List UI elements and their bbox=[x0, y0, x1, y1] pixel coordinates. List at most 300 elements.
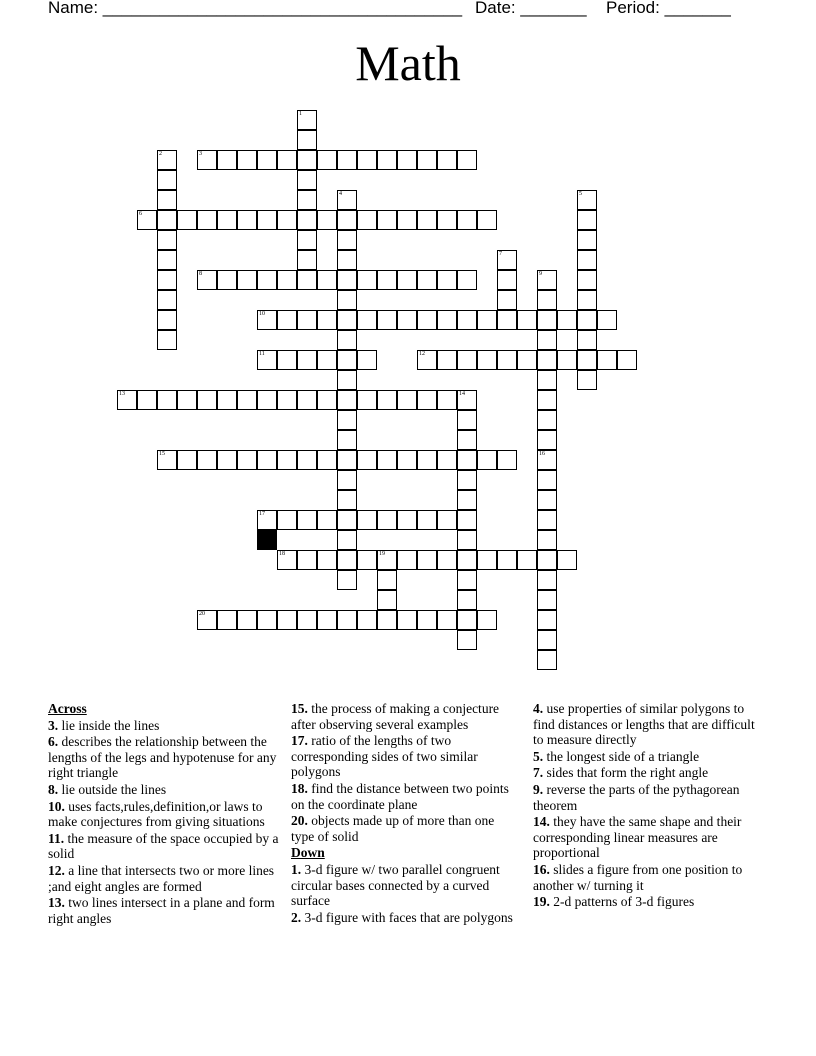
grid-cell[interactable] bbox=[237, 610, 257, 630]
grid-cell[interactable] bbox=[297, 310, 317, 330]
grid-cell[interactable] bbox=[237, 450, 257, 470]
clue-number: 16 bbox=[539, 451, 545, 457]
grid-cell[interactable] bbox=[257, 270, 277, 290]
grid-cell[interactable] bbox=[357, 510, 377, 530]
grid-cell[interactable] bbox=[617, 350, 637, 370]
clue-text: reverse the parts of the pythagorean theorem bbox=[533, 781, 740, 813]
grid-cell[interactable] bbox=[537, 270, 557, 290]
grid-cell[interactable] bbox=[277, 610, 297, 630]
clue-text: two lines intersect in a plane and form right angles bbox=[48, 895, 275, 926]
grid-cell[interactable] bbox=[377, 310, 397, 330]
grid-cell[interactable] bbox=[297, 190, 317, 210]
clue-text: the measure of the space occupied by a solid bbox=[48, 830, 279, 862]
clue-text: lie inside the lines bbox=[58, 717, 160, 733]
grid-cell[interactable] bbox=[577, 350, 597, 370]
grid-cell[interactable] bbox=[157, 290, 177, 310]
grid-cell[interactable] bbox=[297, 350, 317, 370]
grid-cell[interactable] bbox=[377, 550, 397, 570]
grid-cell[interactable] bbox=[337, 390, 357, 410]
grid-cell[interactable] bbox=[577, 190, 597, 210]
grid-cell[interactable] bbox=[197, 270, 217, 290]
grid-cell[interactable] bbox=[437, 150, 457, 170]
grid-cell[interactable] bbox=[557, 350, 577, 370]
grid-cell[interactable] bbox=[437, 210, 457, 230]
grid-cell[interactable] bbox=[337, 270, 357, 290]
grid-cell[interactable] bbox=[537, 430, 557, 450]
grid-cell[interactable] bbox=[377, 590, 397, 610]
grid-cell[interactable] bbox=[357, 210, 377, 230]
grid-cell[interactable] bbox=[297, 610, 317, 630]
clue-text: 3-d figure with faces that are polygons bbox=[301, 909, 513, 925]
grid-cell[interactable] bbox=[537, 390, 557, 410]
grid-cell[interactable] bbox=[357, 150, 377, 170]
clue-item bbox=[533, 765, 765, 781]
grid-cell[interactable] bbox=[337, 230, 357, 250]
grid-cell[interactable] bbox=[597, 310, 617, 330]
clue-number: 3 bbox=[199, 151, 202, 157]
clue-number: 2 bbox=[159, 151, 162, 157]
grid-cell[interactable] bbox=[577, 370, 597, 390]
grid-cell[interactable] bbox=[337, 350, 357, 370]
clue-number: 17 bbox=[259, 511, 265, 517]
grid-cell[interactable] bbox=[497, 550, 517, 570]
grid-cell[interactable] bbox=[537, 570, 557, 590]
grid-cell[interactable] bbox=[537, 330, 557, 350]
grid-cell[interactable] bbox=[277, 390, 297, 410]
grid-cell[interactable] bbox=[297, 390, 317, 410]
page-title: Math bbox=[355, 35, 461, 91]
grid-cell[interactable] bbox=[397, 310, 417, 330]
clue-item bbox=[48, 782, 284, 798]
clue-item bbox=[48, 718, 284, 734]
grid-cell[interactable] bbox=[257, 510, 277, 530]
grid-cell[interactable] bbox=[277, 450, 297, 470]
grid-cell[interactable] bbox=[417, 270, 437, 290]
grid-cell[interactable] bbox=[537, 410, 557, 430]
grid-cell[interactable] bbox=[337, 510, 357, 530]
grid-cell[interactable] bbox=[217, 610, 237, 630]
grid-cell[interactable] bbox=[497, 270, 517, 290]
grid-cell[interactable] bbox=[237, 150, 257, 170]
grid-cell[interactable] bbox=[297, 150, 317, 170]
grid-cell[interactable] bbox=[577, 330, 597, 350]
clue-item bbox=[533, 814, 765, 861]
grid-cell[interactable] bbox=[377, 570, 397, 590]
clue-number-label: 14. bbox=[533, 814, 550, 830]
grid-cell[interactable] bbox=[457, 310, 477, 330]
grid-cell[interactable] bbox=[297, 230, 317, 250]
clue-item bbox=[533, 701, 765, 748]
grid-cell[interactable] bbox=[577, 290, 597, 310]
grid-cell[interactable] bbox=[317, 610, 337, 630]
grid-cell[interactable] bbox=[277, 510, 297, 530]
grid-cell[interactable] bbox=[337, 610, 357, 630]
clue-text: find the distance between two points on the coordinate plane bbox=[291, 780, 509, 812]
clue-text: uses facts,rules,definition,or laws to make conjectures from giving situations bbox=[48, 798, 265, 830]
grid-cell[interactable] bbox=[277, 210, 297, 230]
clue-text: objects made up of more than one type of solid bbox=[291, 813, 495, 844]
grid-cell[interactable] bbox=[557, 550, 577, 570]
grid-cell[interactable] bbox=[337, 410, 357, 430]
grid-cell[interactable] bbox=[157, 310, 177, 330]
clue-text: sides that form the right angle bbox=[543, 765, 709, 781]
grid-cell[interactable] bbox=[397, 510, 417, 530]
grid-cell[interactable] bbox=[457, 350, 477, 370]
grid-cell[interactable] bbox=[297, 210, 317, 230]
grid-cell[interactable] bbox=[537, 590, 557, 610]
clue-number-label: 6. bbox=[48, 734, 59, 750]
grid-cell[interactable] bbox=[397, 210, 417, 230]
grid-cell[interactable] bbox=[457, 610, 477, 630]
clue-text: 2-d patterns of 3-d figures bbox=[549, 894, 695, 910]
grid-cell[interactable] bbox=[337, 250, 357, 270]
grid-cell[interactable] bbox=[457, 590, 477, 610]
grid-cell[interactable] bbox=[497, 350, 517, 370]
grid-cell[interactable] bbox=[217, 390, 237, 410]
grid-cell[interactable] bbox=[257, 150, 277, 170]
grid-cell[interactable] bbox=[137, 210, 157, 230]
grid-cell[interactable] bbox=[337, 430, 357, 450]
grid-cell[interactable] bbox=[537, 630, 557, 650]
grid-cell[interactable] bbox=[277, 350, 297, 370]
grid-cell[interactable] bbox=[357, 390, 377, 410]
grid-cell[interactable] bbox=[477, 550, 497, 570]
grid-cell[interactable] bbox=[257, 450, 277, 470]
grid-cell[interactable] bbox=[417, 310, 437, 330]
grid-cell[interactable] bbox=[537, 470, 557, 490]
grid-cell[interactable] bbox=[217, 450, 237, 470]
grid-cell[interactable] bbox=[457, 570, 477, 590]
clue-column-1 bbox=[48, 701, 284, 927]
clue-number-label: 12. bbox=[48, 862, 65, 878]
grid-cell[interactable] bbox=[157, 330, 177, 350]
clue-item bbox=[48, 734, 284, 781]
grid-cell[interactable] bbox=[397, 150, 417, 170]
clue-number: 5 bbox=[579, 191, 582, 197]
black-square bbox=[257, 530, 277, 550]
grid-cell[interactable] bbox=[417, 550, 437, 570]
grid-cell[interactable] bbox=[317, 310, 337, 330]
clue-number: 10 bbox=[259, 311, 265, 317]
grid-cell[interactable] bbox=[457, 410, 477, 430]
grid-cell[interactable] bbox=[197, 610, 217, 630]
grid-cell[interactable] bbox=[317, 350, 337, 370]
clue-column-3 bbox=[533, 701, 765, 911]
grid-cell[interactable] bbox=[297, 250, 317, 270]
grid-cell[interactable] bbox=[457, 630, 477, 650]
grid-cell[interactable] bbox=[297, 510, 317, 530]
grid-cell[interactable] bbox=[277, 310, 297, 330]
grid-cell[interactable] bbox=[237, 210, 257, 230]
grid-cell[interactable] bbox=[297, 450, 317, 470]
grid-cell[interactable] bbox=[197, 450, 217, 470]
grid-cell[interactable] bbox=[297, 130, 317, 150]
clue-text: describes the relationship between the lengths of the legs and hypotenuse for any right triangle bbox=[48, 734, 277, 781]
grid-cell[interactable] bbox=[437, 550, 457, 570]
grid-cell[interactable] bbox=[337, 210, 357, 230]
clue-item bbox=[291, 813, 517, 844]
grid-cell[interactable] bbox=[377, 610, 397, 630]
grid-cell[interactable] bbox=[337, 190, 357, 210]
grid-cell[interactable] bbox=[197, 150, 217, 170]
clue-number-label: 10. bbox=[48, 798, 65, 814]
grid-cell[interactable] bbox=[257, 390, 277, 410]
grid-cell[interactable] bbox=[537, 350, 557, 370]
clue-number-label: 17. bbox=[291, 733, 308, 749]
grid-cell[interactable] bbox=[337, 470, 357, 490]
grid-cell[interactable] bbox=[337, 150, 357, 170]
grid-cell[interactable] bbox=[357, 550, 377, 570]
clue-item bbox=[291, 701, 517, 732]
down-heading: Down bbox=[291, 845, 325, 861]
grid-cell[interactable] bbox=[317, 450, 337, 470]
grid-cell[interactable] bbox=[457, 450, 477, 470]
clue-item bbox=[533, 749, 765, 765]
grid-cell[interactable] bbox=[457, 390, 477, 410]
grid-cell[interactable] bbox=[277, 150, 297, 170]
grid-cell[interactable] bbox=[437, 390, 457, 410]
grid-cell[interactable] bbox=[457, 530, 477, 550]
grid-cell[interactable] bbox=[397, 550, 417, 570]
clue-number: 4 bbox=[339, 191, 342, 197]
clue-number-label: 20. bbox=[291, 813, 308, 829]
grid-cell[interactable] bbox=[577, 210, 597, 230]
grid-cell[interactable] bbox=[537, 490, 557, 510]
clue-number: 11 bbox=[259, 351, 265, 357]
grid-cell[interactable] bbox=[417, 150, 437, 170]
grid-cell[interactable] bbox=[537, 610, 557, 630]
grid-cell[interactable] bbox=[477, 610, 497, 630]
grid-cell[interactable] bbox=[357, 610, 377, 630]
grid-cell[interactable] bbox=[457, 470, 477, 490]
grid-cell[interactable] bbox=[457, 430, 477, 450]
grid-cell[interactable] bbox=[337, 490, 357, 510]
grid-cell[interactable] bbox=[537, 530, 557, 550]
grid-cell[interactable] bbox=[277, 270, 297, 290]
grid-cell[interactable] bbox=[417, 510, 437, 530]
grid-cell[interactable] bbox=[457, 550, 477, 570]
grid-cell[interactable] bbox=[317, 550, 337, 570]
clue-number-label: 13. bbox=[48, 895, 65, 911]
grid-cell[interactable] bbox=[477, 310, 497, 330]
grid-cell[interactable] bbox=[377, 390, 397, 410]
grid-cell[interactable] bbox=[157, 390, 177, 410]
grid-cell[interactable] bbox=[297, 110, 317, 130]
grid-cell[interactable] bbox=[417, 210, 437, 230]
clue-number-label: 11. bbox=[48, 830, 65, 846]
clue-text: the process of making a conjecture after observing several examples bbox=[291, 701, 500, 732]
grid-cell[interactable] bbox=[357, 450, 377, 470]
grid-cell[interactable] bbox=[297, 270, 317, 290]
grid-cell[interactable] bbox=[437, 610, 457, 630]
date-field[interactable]: Date: _______ bbox=[475, 0, 587, 17]
grid-cell[interactable] bbox=[117, 390, 137, 410]
grid-cell[interactable] bbox=[537, 650, 557, 670]
grid-cell[interactable] bbox=[357, 310, 377, 330]
grid-cell[interactable] bbox=[317, 510, 337, 530]
grid-cell[interactable] bbox=[157, 210, 177, 230]
clue-number-label: 18. bbox=[291, 780, 308, 796]
grid-cell[interactable] bbox=[257, 610, 277, 630]
grid-cell[interactable] bbox=[257, 310, 277, 330]
grid-cell[interactable] bbox=[337, 570, 357, 590]
grid-cell[interactable] bbox=[457, 270, 477, 290]
grid-cell[interactable] bbox=[537, 310, 557, 330]
grid-cell[interactable] bbox=[397, 610, 417, 630]
grid-cell[interactable] bbox=[337, 310, 357, 330]
grid-cell[interactable] bbox=[377, 510, 397, 530]
grid-cell[interactable] bbox=[237, 390, 257, 410]
grid-cell[interactable] bbox=[257, 350, 277, 370]
grid-cell[interactable] bbox=[437, 450, 457, 470]
clue-number-label: 3. bbox=[48, 717, 59, 733]
grid-cell[interactable] bbox=[197, 390, 217, 410]
grid-cell[interactable] bbox=[337, 370, 357, 390]
grid-cell[interactable] bbox=[337, 290, 357, 310]
grid-cell[interactable] bbox=[477, 210, 497, 230]
grid-cell[interactable] bbox=[517, 310, 537, 330]
grid-cell[interactable] bbox=[177, 210, 197, 230]
grid-cell[interactable] bbox=[157, 250, 177, 270]
grid-cell[interactable] bbox=[457, 150, 477, 170]
clue-item bbox=[291, 781, 517, 812]
clue-text: they have the same shape and their corresponding linear measures are proportional bbox=[533, 814, 742, 861]
grid-cell[interactable] bbox=[397, 450, 417, 470]
grid-cell[interactable] bbox=[497, 450, 517, 470]
grid-cell[interactable] bbox=[417, 390, 437, 410]
clue-number: 14 bbox=[459, 391, 465, 397]
grid-cell[interactable] bbox=[477, 450, 497, 470]
grid-cell[interactable] bbox=[537, 290, 557, 310]
clue-item bbox=[291, 910, 517, 926]
grid-cell[interactable] bbox=[417, 350, 437, 370]
grid-cell[interactable] bbox=[577, 230, 597, 250]
clue-number-label: 16. bbox=[533, 861, 550, 877]
grid-cell[interactable] bbox=[357, 270, 377, 290]
grid-cell[interactable] bbox=[277, 550, 297, 570]
grid-cell[interactable] bbox=[377, 450, 397, 470]
grid-cell[interactable] bbox=[237, 270, 257, 290]
period-field[interactable]: Period: _______ bbox=[606, 0, 731, 17]
grid-cell[interactable] bbox=[497, 290, 517, 310]
clue-number-label: 7. bbox=[533, 765, 544, 781]
grid-cell[interactable] bbox=[557, 310, 577, 330]
clue-item bbox=[533, 862, 765, 893]
grid-cell[interactable] bbox=[337, 330, 357, 350]
grid-cell[interactable] bbox=[397, 270, 417, 290]
grid-cell[interactable] bbox=[577, 270, 597, 290]
grid-cell[interactable] bbox=[317, 390, 337, 410]
grid-cell[interactable] bbox=[257, 210, 277, 230]
clue-number-label: 2. bbox=[291, 909, 302, 925]
grid-cell[interactable] bbox=[417, 450, 437, 470]
clue-item bbox=[48, 895, 284, 926]
grid-cell[interactable] bbox=[537, 370, 557, 390]
clue-item bbox=[533, 894, 765, 910]
grid-cell[interactable] bbox=[297, 550, 317, 570]
grid-cell[interactable] bbox=[297, 170, 317, 190]
clue-column-2 bbox=[291, 701, 517, 926]
grid-cell[interactable] bbox=[377, 270, 397, 290]
grid-cell[interactable] bbox=[457, 490, 477, 510]
clue-number-label: 1. bbox=[291, 861, 302, 877]
grid-cell[interactable] bbox=[597, 350, 617, 370]
grid-cell[interactable] bbox=[197, 210, 217, 230]
grid-cell[interactable] bbox=[477, 350, 497, 370]
clue-item bbox=[48, 831, 284, 862]
clue-item bbox=[533, 782, 765, 813]
grid-cell[interactable] bbox=[417, 610, 437, 630]
name-field[interactable]: Name: ______________________________________ bbox=[48, 0, 463, 17]
grid-cell[interactable] bbox=[217, 270, 237, 290]
grid-cell[interactable] bbox=[537, 550, 557, 570]
grid-cell[interactable] bbox=[357, 350, 377, 370]
clue-number: 1 bbox=[299, 111, 302, 117]
across-heading: Across bbox=[48, 701, 87, 716]
grid-cell[interactable] bbox=[157, 270, 177, 290]
clue-item bbox=[291, 862, 517, 909]
grid-cell[interactable] bbox=[137, 390, 157, 410]
grid-cell[interactable] bbox=[537, 450, 557, 470]
grid-cell[interactable] bbox=[377, 150, 397, 170]
grid-cell[interactable] bbox=[157, 190, 177, 210]
grid-cell[interactable] bbox=[337, 550, 357, 570]
grid-cell[interactable] bbox=[497, 310, 517, 330]
grid-cell[interactable] bbox=[457, 210, 477, 230]
grid-cell[interactable] bbox=[157, 150, 177, 170]
grid-cell[interactable] bbox=[177, 390, 197, 410]
clue-item bbox=[291, 733, 517, 780]
grid-cell[interactable] bbox=[157, 450, 177, 470]
grid-cell[interactable] bbox=[577, 250, 597, 270]
grid-cell[interactable] bbox=[437, 510, 457, 530]
grid-cell[interactable] bbox=[317, 270, 337, 290]
clue-number-label: 19. bbox=[533, 894, 550, 910]
clue-number-label: 4. bbox=[533, 701, 544, 716]
grid-cell[interactable] bbox=[217, 210, 237, 230]
grid-cell[interactable] bbox=[577, 310, 597, 330]
grid-cell[interactable] bbox=[497, 250, 517, 270]
clue-number: 7 bbox=[499, 251, 502, 257]
grid-cell[interactable] bbox=[437, 310, 457, 330]
grid-cell[interactable] bbox=[437, 270, 457, 290]
grid-cell[interactable] bbox=[537, 510, 557, 530]
clue-text: a line that intersects two or more lines ;and eight angles are formed bbox=[48, 862, 275, 894]
grid-cell[interactable] bbox=[317, 150, 337, 170]
grid-cell[interactable] bbox=[177, 450, 197, 470]
grid-cell[interactable] bbox=[217, 150, 237, 170]
grid-cell[interactable] bbox=[397, 390, 417, 410]
clue-number: 19 bbox=[379, 551, 385, 557]
clue-number: 6 bbox=[139, 211, 142, 217]
clue-number: 8 bbox=[199, 271, 202, 277]
grid-cell[interactable] bbox=[317, 210, 337, 230]
grid-cell[interactable] bbox=[337, 450, 357, 470]
grid-cell[interactable] bbox=[377, 210, 397, 230]
grid-cell[interactable] bbox=[517, 350, 537, 370]
grid-cell[interactable] bbox=[157, 230, 177, 250]
clue-text: the longest side of a triangle bbox=[543, 748, 700, 764]
clue-text: slides a figure from one position to another w/ turning it bbox=[533, 861, 743, 893]
clue-number: 9 bbox=[539, 271, 542, 277]
grid-cell[interactable] bbox=[457, 510, 477, 530]
grid-cell[interactable] bbox=[437, 350, 457, 370]
clue-number-label: 5. bbox=[533, 748, 544, 764]
grid-cell[interactable] bbox=[517, 550, 537, 570]
grid-cell[interactable] bbox=[157, 170, 177, 190]
clue-number: 20 bbox=[199, 611, 205, 617]
grid-cell[interactable] bbox=[337, 530, 357, 550]
